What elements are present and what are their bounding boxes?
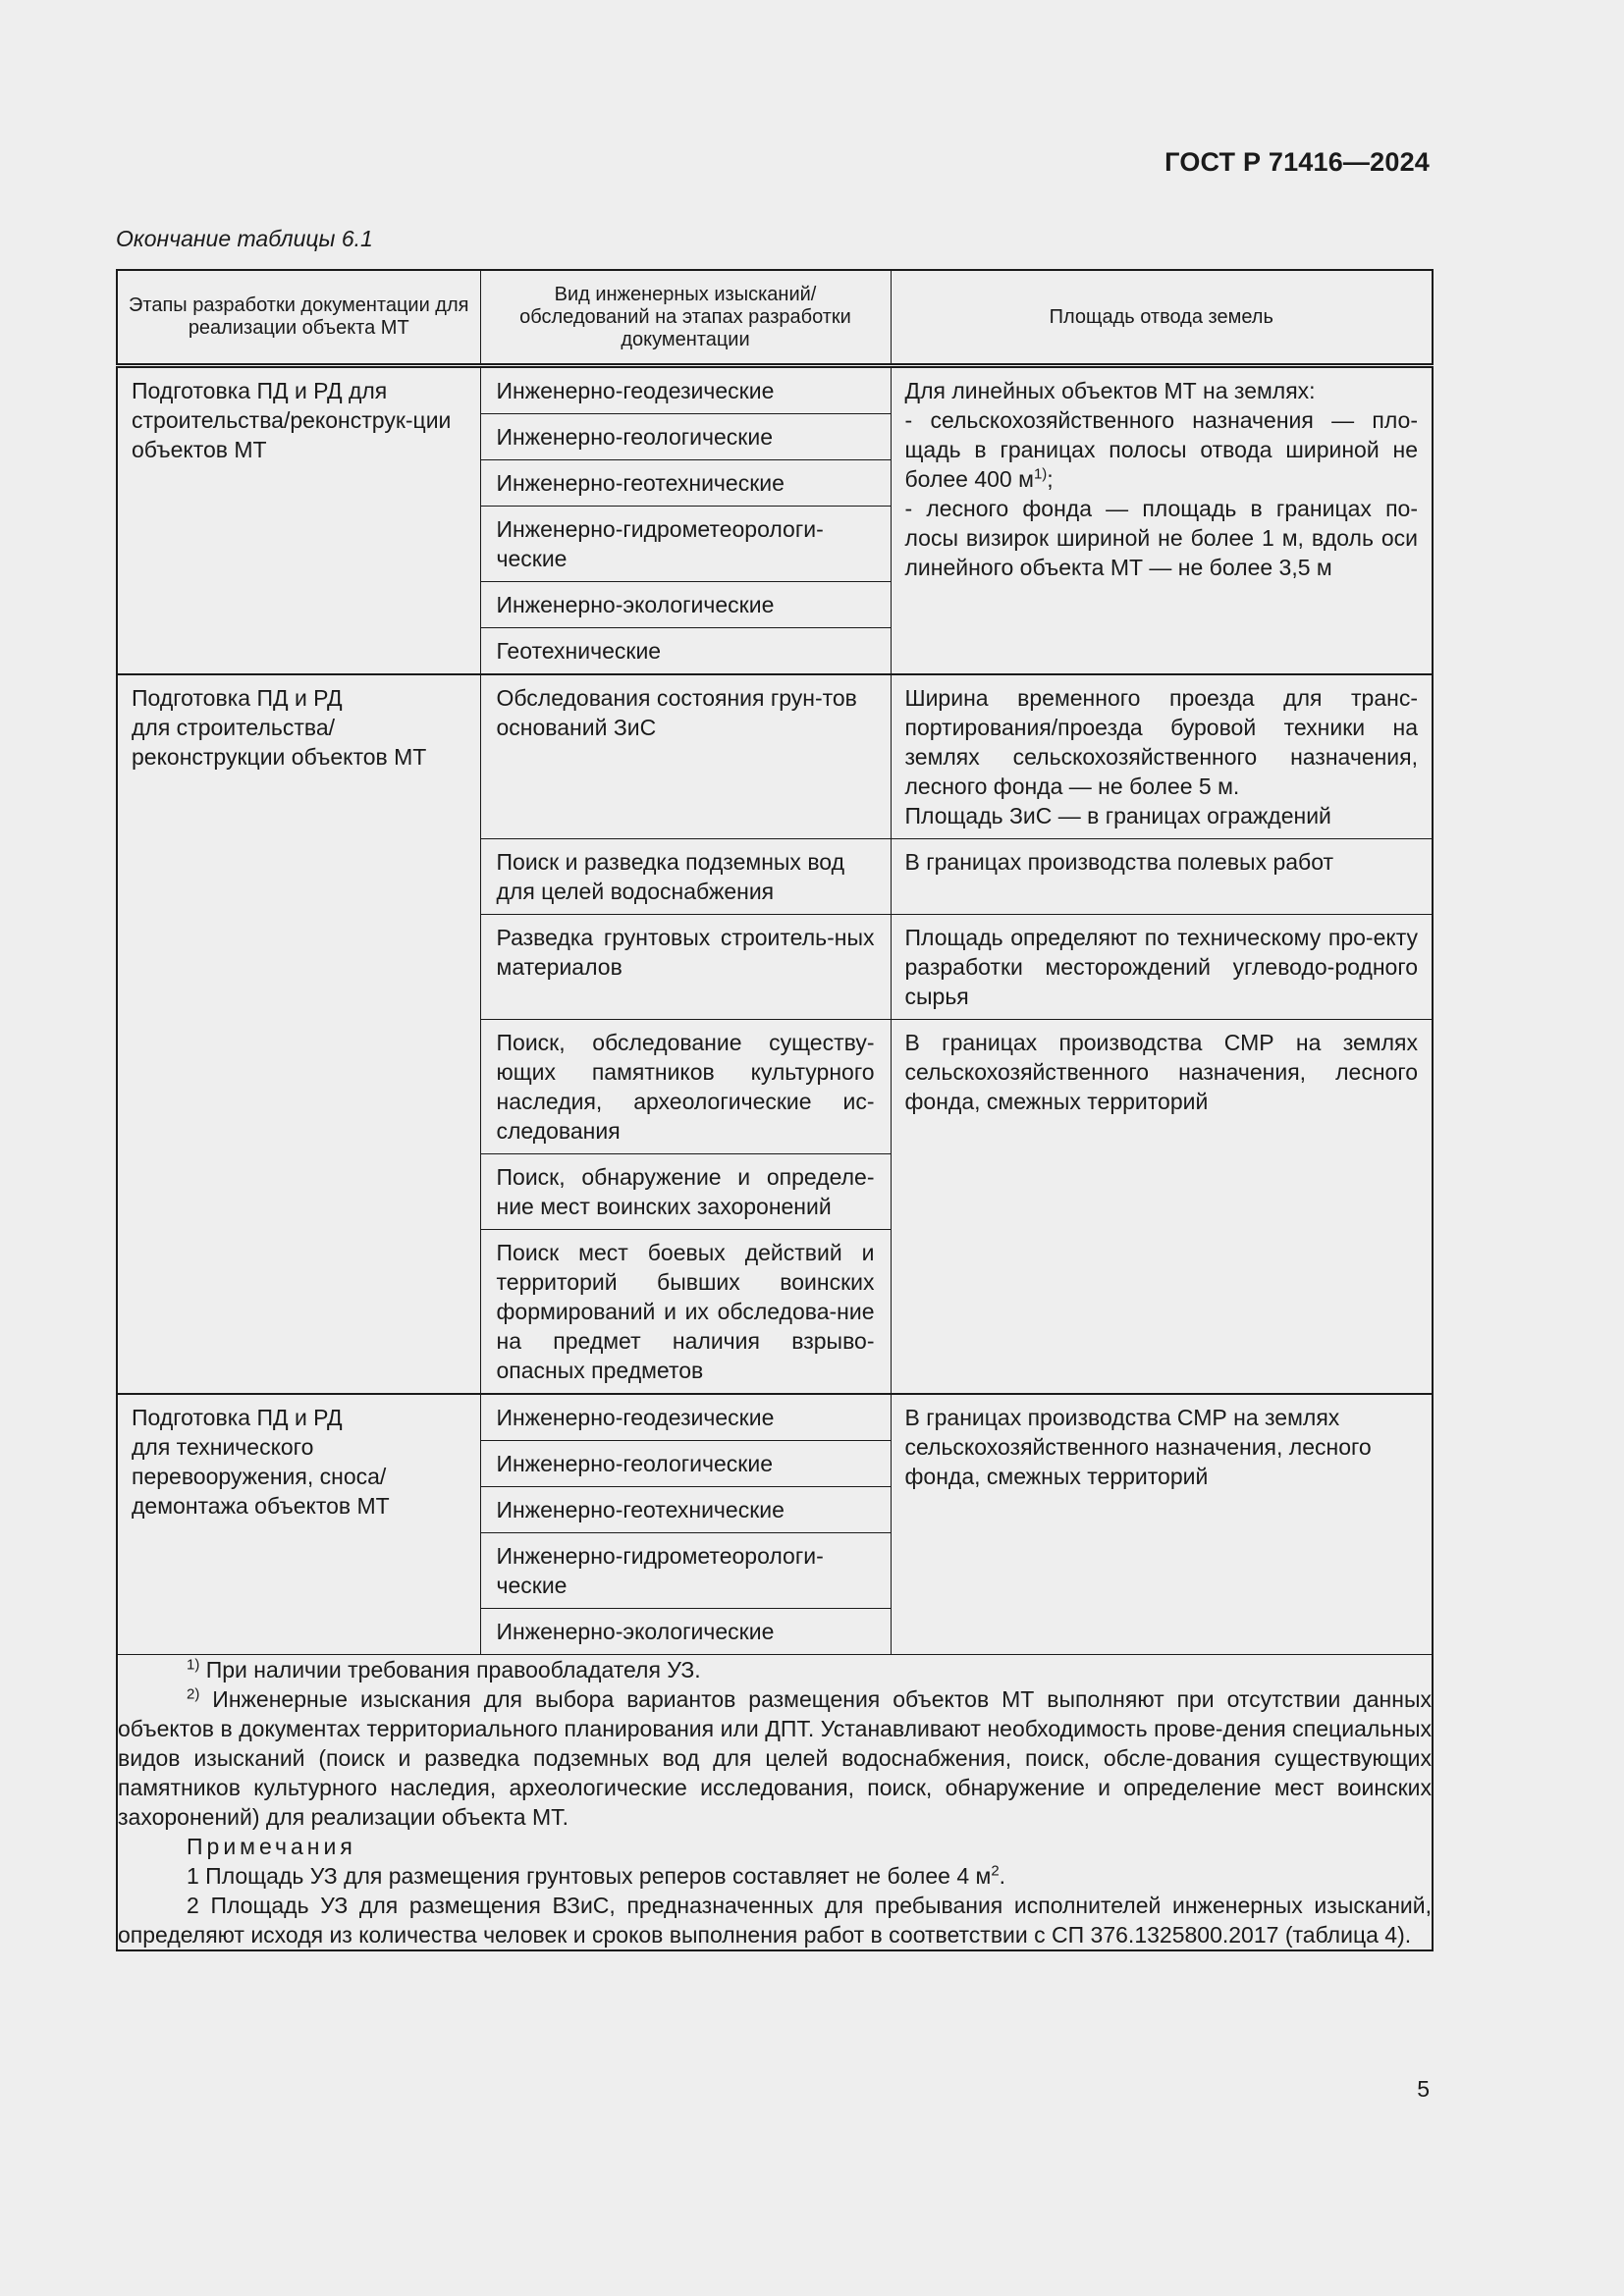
area-line: - сельскохозяйственного назначения — пло-щадь в границах полосы отвода шириной не более 400 $м^{1)}$; [904,407,1418,492]
area-cell: Ширина временного проезда для транс-портирования/проезда буровой техники на землях сельскохозяйственного назначения, лесного фонда — не более 5 м. Площадь ЗиС — в границах ограждений [891,674,1433,839]
header-stages: Этапы разработки документации для реализации объекта МТ [117,270,480,366]
note-1: 1 Площадь УЗ для размещения грунтовых реперов составляет не более 4 $м^2$. [187,1862,1006,1889]
area-cell [891,366,1433,675]
survey-cell: Инженерно-геотехнические [480,1487,891,1533]
survey-cell: Инженерно-гидрометеорологи-ческие [480,507,891,582]
area-line: - лесного фонда — площадь в границах по-лосы визирок шириной не более 1 м, вдоль оси линейного объекта МТ — не более 3,5 м [904,496,1418,580]
survey-cell: Поиск мест боевых действий и территорий бывших воинских формирований и их обследова-ние на предмет наличия взрыво-опасных предметов [480,1230,891,1395]
area-line: Для линейных объектов МТ на землях: [904,378,1316,403]
footnotes-cell [117,1655,1433,1951]
note-2: 2 Площадь УЗ для размещения ВЗиС, предназначенных для пребывания исполнителей инженерных изысканий, определяют исходя из количества человек и сроков выполнения работ в соответствии с СП 376.1325800.2017 (таблица 4). [118,1893,1432,1948]
survey-cell: Инженерно-экологические [480,582,891,628]
survey-cell: Инженерно-геологические [480,1441,891,1487]
survey-cell: Обследования состояния грун-тов оснований ЗиС [480,674,891,839]
survey-cell: Поиск, обнаружение и определе-ние мест воинских захоронений [480,1154,891,1230]
survey-cell: Геотехнические [480,628,891,675]
area-cell: В границах производства полевых работ [891,839,1433,915]
survey-cell: Инженерно-геологические [480,414,891,460]
survey-cell: Инженерно-гидрометеорологи-ческие [480,1533,891,1609]
area-cell: В границах производства СМР на землях сельскохозяйственного назначения, лесного фонда, смежных территорий [891,1020,1433,1395]
stage-cell: Подготовка ПД и РД для строительства/ реконструкции объектов МТ [117,674,480,1394]
table-row [117,674,1433,839]
footnote-2: $^{2)}$ Инженерные изыскания для выбора вариантов размещения объектов МТ выполняют при отсутствии данных объектов в документах территориального планирования или ДПТ. Устанавливают необходимость прове-дения специальных видов изысканий (поиск и разведка подземных вод для целей водоснабжения, поиск, обсле-дования существующих памятников культурного наследия, археологические исследования, поиск, обнаружение и определение мест воинских захоронений) для реализации объекта МТ. [118,1685,1432,1830]
survey-cell: Поиск и разведка подземных вод для целей водоснабжения [480,839,891,915]
table-row [117,1394,1433,1441]
area-cell: Площадь определяют по техническому про-екту разработки месторождений углеводо-родного сырья [891,915,1433,1020]
stage-cell: Подготовка ПД и РД для технического перевооружения, сноса/ демонтажа объектов МТ [117,1394,480,1655]
survey-cell: Поиск, обследование существу-ющих памятников культурного наследия, археологические ис-следования [480,1020,891,1154]
document-code: ГОСТ Р 71416—2024 [1164,147,1430,177]
footnote-1: $^{1)}$ При наличии требования правообладателя УЗ. [187,1656,701,1682]
table-header-row [117,270,1433,366]
survey-cell: Разведка грунтовых строитель-ных материалов [480,915,891,1020]
header-survey-type: Вид инженерных изысканий/ обследований на этапах разработки документации [480,270,891,366]
header-land-area: Площадь отвода земель [891,270,1433,366]
survey-cell: Инженерно-геотехнические [480,460,891,507]
table-caption: Окончание таблицы 6.1 [116,226,373,251]
survey-cell: Инженерно-геодезические [480,1394,891,1441]
footnotes-row [117,1655,1433,1951]
notes-title: Примечания [187,1834,356,1859]
survey-cell: Инженерно-экологические [480,1609,891,1655]
page-number: 5 [1417,2076,1430,2102]
survey-cell: Инженерно-геодезические [480,366,891,414]
area-cell: В границах производства СМР на землях сельскохозяйственного назначения, лесного фонда, смежных территорий [891,1394,1433,1655]
requirements-table [116,269,1434,1951]
stage-cell: Подготовка ПД и РД для строительства/реконструк-ции объектов МТ [117,366,480,675]
table-row [117,366,1433,414]
